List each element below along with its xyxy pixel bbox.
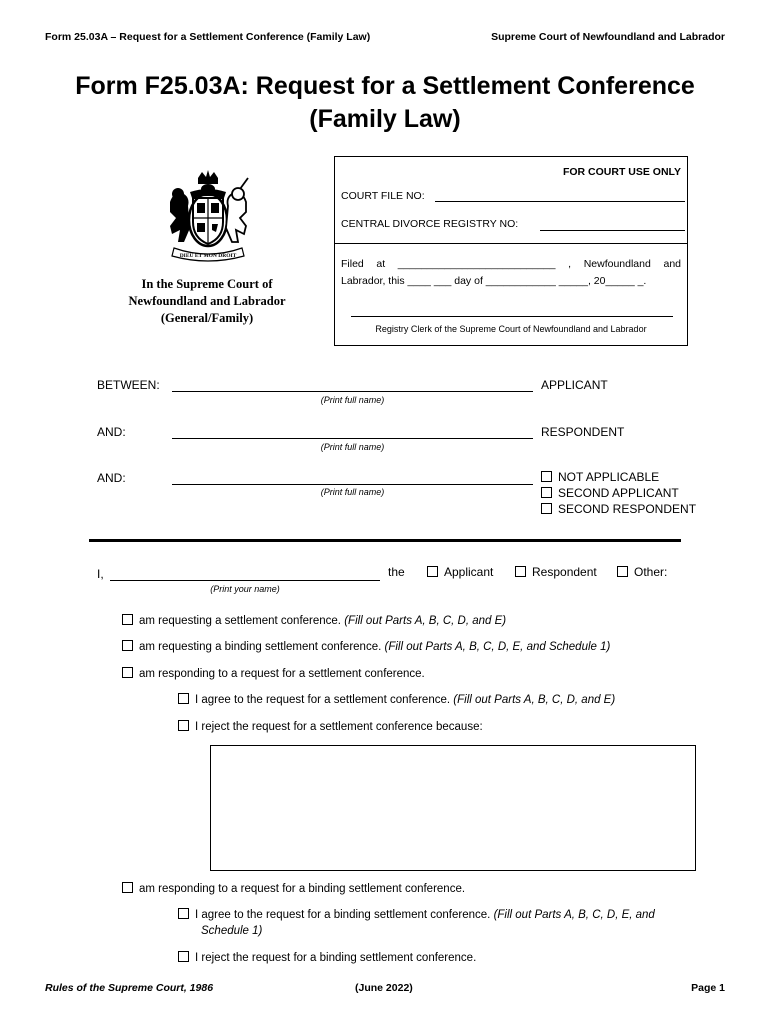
second-applicant-checkbox[interactable] (541, 487, 552, 498)
your-name-caption: (Print your name) (210, 584, 280, 594)
second-applicant-option[interactable]: SECOND APPLICANT (541, 486, 679, 500)
option-respond-binding[interactable]: am responding to a request for a binding settlement conference. (122, 882, 465, 895)
option-agree-binding-note-2: Schedule 1) (201, 925, 263, 937)
option-agree-settlement-checkbox[interactable] (178, 693, 189, 704)
court-file-no-label: COURT FILE NO: (341, 190, 425, 202)
title-line-1: Form F25.03A: Request for a Settlement Conference (75, 72, 695, 100)
option-reject-settlement[interactable]: I reject the request for a settlement conference because: (178, 720, 483, 733)
option-respond-settlement-checkbox[interactable] (122, 667, 133, 678)
registry-no-label: CENTRAL DIVORCE REGISTRY NO: (341, 218, 519, 230)
court-use-heading: FOR COURT USE ONLY (562, 166, 681, 178)
clerk-caption: Registry Clerk of the Supreme Court of Newfoundland and Labrador (375, 324, 647, 334)
applicant-name-field[interactable] (172, 391, 533, 392)
second-respondent-option[interactable]: SECOND RESPONDENT (541, 502, 696, 516)
filed-at-line-1[interactable]: Filed at ___________________________ , Newfoundland and (341, 258, 681, 270)
option-agree-binding-checkbox[interactable] (178, 908, 189, 919)
and-label-2: AND: (97, 471, 126, 485)
court-file-no-field[interactable] (435, 201, 685, 202)
option-request-binding[interactable]: am requesting a binding settlement conference. (Fill out Parts A, B, C, D, E, and Schedule 1) (122, 640, 610, 653)
the-label: the (388, 565, 405, 579)
filed-at-line-2[interactable]: Labrador, this ____ ___ day of ____________ _____, 20_____ _. (341, 275, 647, 287)
court-name-block (82, 276, 332, 327)
and-label-1: AND: (97, 425, 126, 439)
footer-date: (June 2022) (355, 982, 413, 994)
option-agree-settlement[interactable]: I agree to the request for a settlement conference. (Fill out Parts A, B, C, D, and E) (178, 693, 615, 706)
reject-reason-textbox[interactable] (210, 745, 696, 871)
option-reject-binding-checkbox[interactable] (178, 951, 189, 962)
declarant-other-checkbox[interactable] (617, 566, 628, 577)
registry-no-field[interactable] (540, 230, 685, 231)
applicant-name-caption: (Print full name) (320, 395, 385, 405)
applicant-role-label: APPLICANT (541, 378, 608, 392)
title-line-2: (Family Law) (309, 105, 461, 133)
your-name-field[interactable] (110, 580, 380, 581)
footer-page-number: Page 1 (691, 982, 725, 994)
option-request-settlement-checkbox[interactable] (122, 614, 133, 625)
not-applicable-checkbox[interactable] (541, 471, 552, 482)
declarant-applicant-option[interactable]: Applicant (427, 565, 493, 579)
page-title (0, 70, 770, 136)
between-label: BETWEEN: (97, 378, 160, 392)
i-label: I, (97, 567, 104, 581)
declarant-other-option[interactable]: Other: (617, 565, 667, 579)
declarant-respondent-option[interactable]: Respondent (515, 565, 597, 579)
respondent-name-field[interactable] (172, 438, 533, 439)
option-request-settlement[interactable]: am requesting a settlement conference. (Fill out Parts A, B, C, D, and E) (122, 614, 506, 627)
declarant-applicant-checkbox[interactable] (427, 566, 438, 577)
court-name-line-1: In the Supreme Court of (141, 277, 273, 291)
option-agree-binding[interactable]: I agree to the request for a binding settlement conference. (Fill out Parts A, B, C, D, E, and (178, 908, 655, 921)
respondent-role-label: RESPONDENT (541, 425, 625, 439)
section-divider (89, 539, 681, 542)
royal-coat-of-arms-icon (160, 168, 256, 264)
header-court-name: Supreme Court of Newfoundland and Labrador (491, 31, 725, 43)
third-party-name-caption: (Print full name) (320, 487, 385, 497)
option-reject-binding[interactable]: I reject the request for a binding settlement conference. (178, 951, 476, 964)
court-name-line-3: (General/Family) (160, 311, 254, 325)
footer-rules: Rules of the Supreme Court, 1986 (45, 982, 214, 994)
not-applicable-option[interactable]: NOT APPLICABLE (541, 470, 659, 484)
option-respond-settlement[interactable]: am responding to a request for a settlement conference. (122, 667, 425, 680)
clerk-signature-line[interactable] (351, 316, 673, 317)
respondent-name-caption: (Print full name) (320, 442, 385, 452)
second-respondent-checkbox[interactable] (541, 503, 552, 514)
svg-text:DIEU ET MON DROIT: DIEU ET MON DROIT (179, 253, 237, 259)
declarant-respondent-checkbox[interactable] (515, 566, 526, 577)
option-respond-binding-checkbox[interactable] (122, 882, 133, 893)
header-form-name: Form 25.03A – Request for a Settlement Conference (Family Law) (45, 31, 371, 43)
third-party-name-field[interactable] (172, 484, 533, 485)
option-request-binding-checkbox[interactable] (122, 640, 133, 651)
court-use-divider (335, 243, 687, 244)
court-name-line-2: Newfoundland and Labrador (128, 294, 286, 308)
court-use-box (334, 156, 688, 346)
option-reject-settlement-checkbox[interactable] (178, 720, 189, 731)
